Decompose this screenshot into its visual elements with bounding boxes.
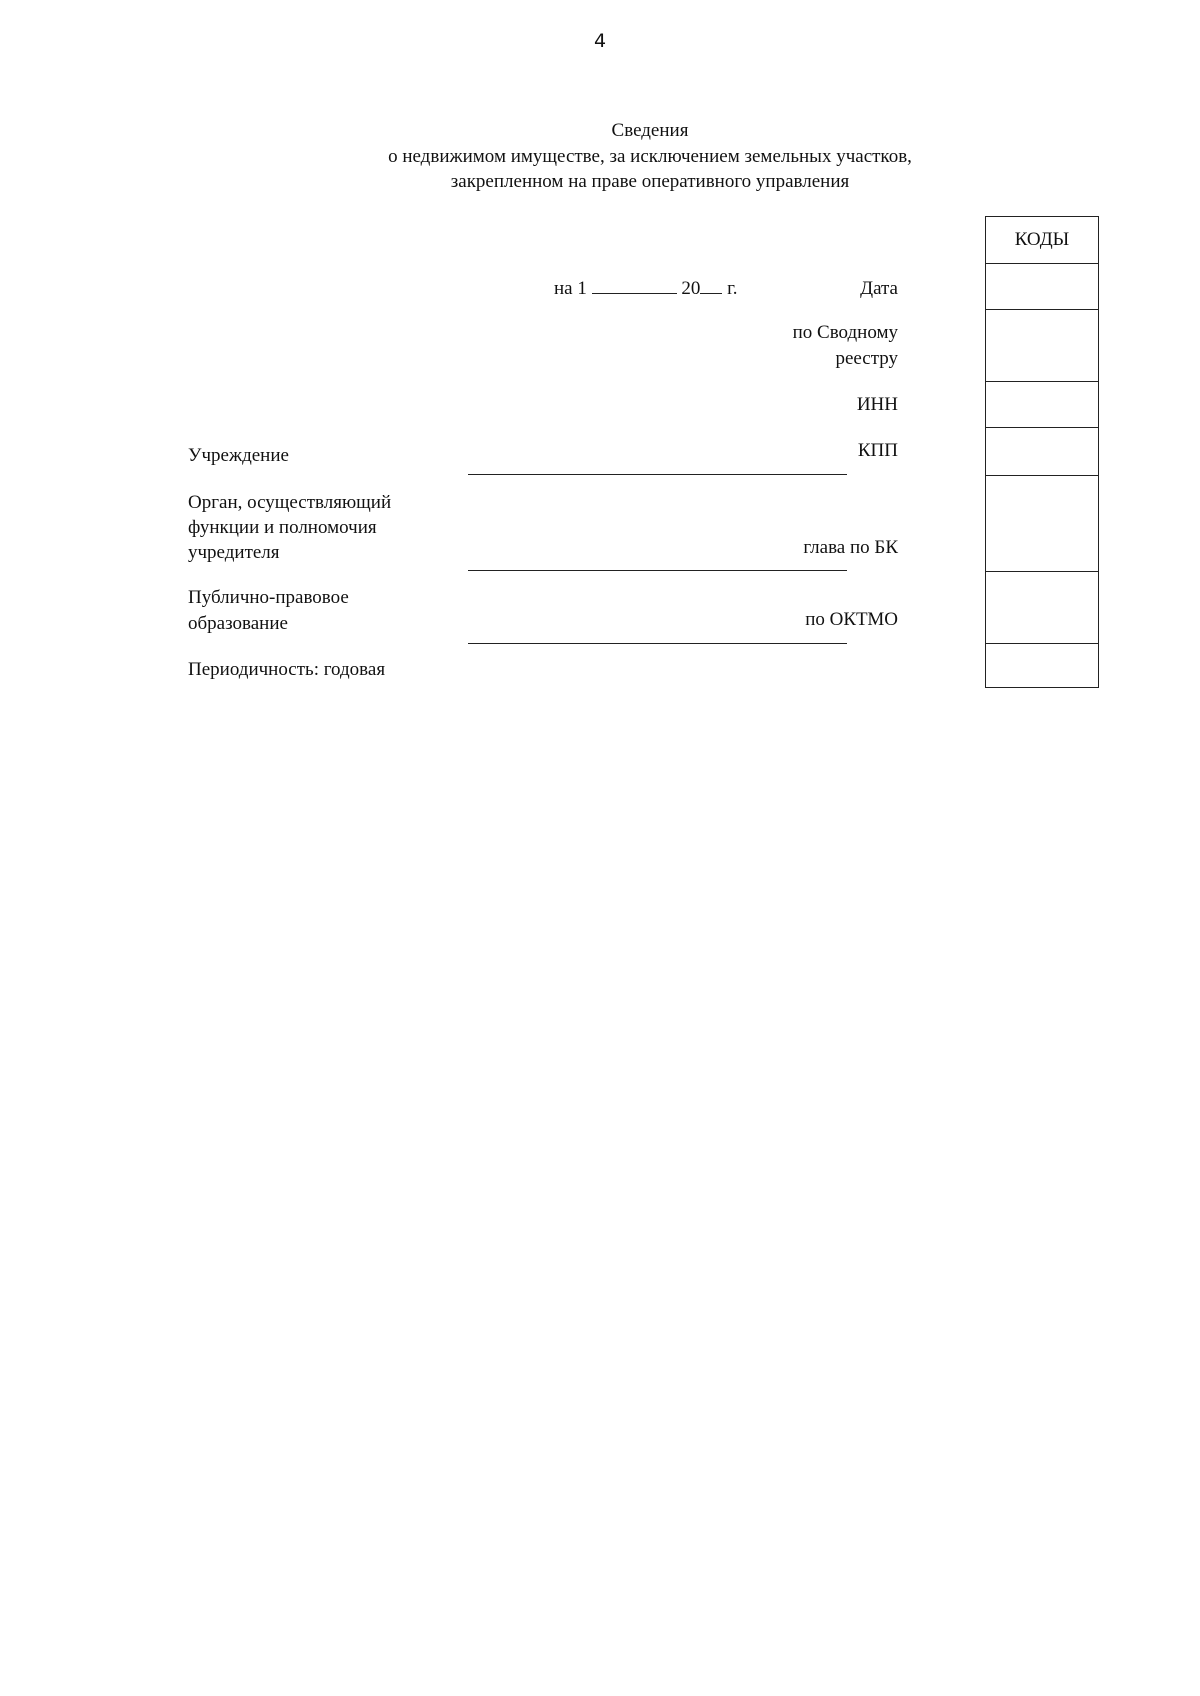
page-number: 4 (593, 30, 607, 52)
institution-line[interactable] (468, 474, 847, 475)
date-day-month-blank[interactable] (592, 292, 677, 294)
code-label-date: Дата (860, 278, 898, 299)
date-suffix: г. (727, 278, 738, 299)
code-label-oktmo: по ОКТМО (805, 609, 898, 630)
field-label-founder-line-3: учредителя (188, 542, 280, 563)
date-year-blank[interactable] (700, 292, 722, 294)
code-cell-oktmo[interactable] (986, 571, 1098, 643)
document-subtitle-line-2: закрепленном на праве оперативного управления (450, 171, 850, 192)
code-label-glava-bk: глава по БК (803, 537, 898, 558)
date-year-prefix: 20 (681, 278, 701, 299)
field-label-public-line-1: Публично-правовое (188, 587, 349, 608)
report-date-line (554, 278, 738, 300)
field-label-institution: Учреждение (188, 445, 289, 466)
document-subtitle-line-1: о недвижимом имуществе, за исключением земельных участков, (388, 146, 912, 167)
founder-line[interactable] (468, 570, 847, 571)
public-entity-line[interactable] (468, 643, 847, 644)
code-label-svodny-line-1: по Сводному (792, 322, 898, 343)
date-prefix: на 1 (554, 278, 587, 299)
document-title: Сведения (611, 120, 689, 141)
field-label-public-line-2: образование (188, 613, 288, 634)
code-label-svodny-line-2: реестру (835, 348, 898, 369)
code-cell-date[interactable] (986, 263, 1098, 309)
codes-header: КОДЫ (1014, 229, 1070, 250)
field-label-founder-line-2: функции и полномочия (188, 517, 377, 538)
field-label-founder-line-1: Орган, осуществляющий (188, 492, 392, 513)
code-cell-inn[interactable] (986, 381, 1098, 427)
codes-table (985, 216, 1099, 688)
code-cell-kpp[interactable] (986, 427, 1098, 475)
code-cell-svodny[interactable] (986, 309, 1098, 381)
code-cell-periodicity[interactable] (986, 643, 1098, 689)
code-label-inn: ИНН (856, 394, 898, 415)
field-label-periodicity: Периодичность: годовая (188, 659, 386, 680)
code-cell-glava-bk[interactable] (986, 475, 1098, 571)
code-label-kpp: КПП (857, 440, 898, 461)
